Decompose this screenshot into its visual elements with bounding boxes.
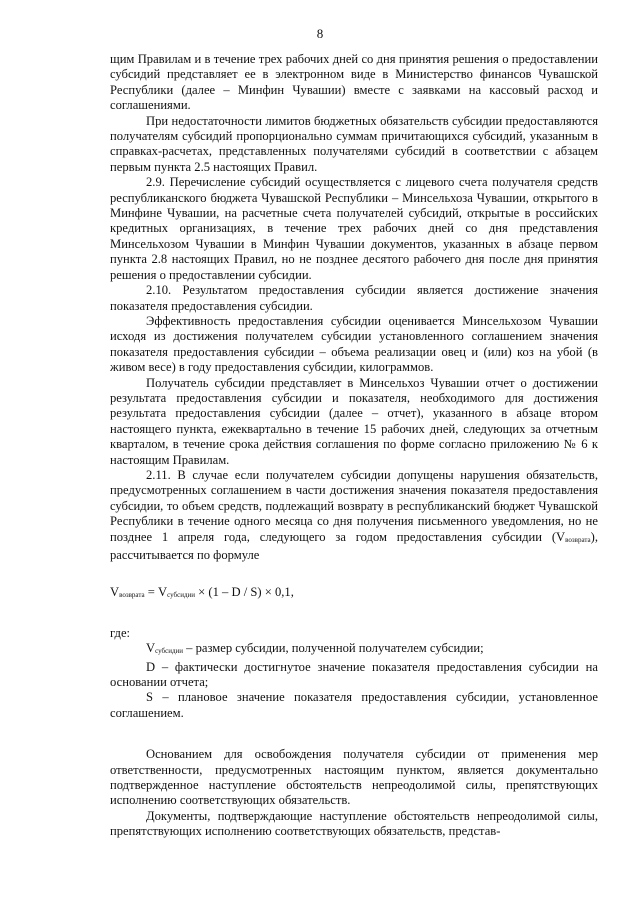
definition-v-text: – размер субсидии, полученной получателем субсидии; (183, 641, 484, 656)
paragraph-documents: Документы, подтверждающие наступление обстоятельств непреодолимой силы, препятствующих исполнению соответствующих обязательств, представ- (110, 808, 598, 839)
formula-where: где: (110, 625, 131, 640)
definition-s: S – плановое значение показателя предоставления субсидии, установленное соглашением. (110, 690, 598, 720)
paragraph-report: Получатель субсидии представляет в Минсельхоз Чувашии отчет о достижении результата предоставления субсидии и показателя, необходимого для достижения результата предоставления субсидии (далее – отчет), указанного в абзаце втором настоящего пункта, ежеквартально в течение 15 рабочих дней, следующих за отчетным кварталом, в течение срока действия соглашения по форме согласно приложению № 6 к настоящим Правилам. (110, 375, 598, 467)
document-body (110, 52, 598, 840)
definition-v-subscript: субсидии (155, 647, 183, 656)
formula-sub-subsidy: субсидии (167, 591, 196, 600)
paragraph-2-11-subscript: возврата (565, 535, 591, 544)
definition-v-symbol: V (146, 641, 156, 656)
formula-v: V (110, 585, 120, 600)
definition-d: D – фактически достигнутое значение показателя предоставления субсидии на основании отчета; (110, 659, 598, 690)
formula-mid: = V (144, 585, 168, 600)
paragraph-force-majeure: Основанием для освобождения получателя субсидии от применения мер ответственности, предусмотренных настоящим пунктом, является документально подтвержденное наступление обстоятельств непреодолимой силы, препятствующих исполнению соответствующих обязательств. (110, 747, 598, 808)
formula (110, 585, 598, 603)
formula-tail: × (1 – D / S) × 0,1, (195, 585, 294, 600)
paragraph-2-9: 2.9. Перечисление субсидий осуществляется с лицевого счета получателя средств республиканского бюджета Чувашской Республики – Минсельхоза Чувашии, открытого в Минфине Чувашии, на расчетные счета получателей субсидий, открытые в российских кредитных организациях, в течение трех рабочих дней со дня представления Минсельхозом Чувашии в Минфин Чувашии документов, указанных в абзаце первом пункта 2.8 настоящих Правил, но не позднее десятого рабочего дня после дня принятия решения о предоставлении субсидии. (110, 175, 598, 282)
formula-sub-return: возврата (119, 591, 145, 600)
paragraph-efficiency: Эффективность предоставления субсидии оценивается Минсельхозом Чувашии исходя из достижения получателем субсидии установленного соглашением значения показателя предоставления субсидии – объема реализации овец и (или) коз на убой (в живом весе) в году предоставления субсидии, килограммов. (110, 313, 598, 375)
paragraph-2-11 (110, 468, 598, 563)
definition-v (110, 641, 598, 659)
paragraph-continuation: щим Правилам и в течение трех рабочих дней со дня принятия решения о предоставлении субсидий представляет ее в электронном виде в Министерство финансов Чувашской Республики (далее – Минфин Чувашии) вместе с заявками на кассовый расход и соглашениями. (110, 52, 598, 113)
paragraph-limits-shortage: При недостаточности лимитов бюджетных обязательств субсидии предоставляются получателям субсидий пропорционально суммам причитающихся субсидий, указанным в справках-расчетах, представленных получателями субсидий в соответствии с абзацем первым пункта 2.5 настоящих Правил. (110, 113, 598, 174)
paragraph-2-11-text: 2.11. В случае если получателем субсидии допущены нарушения обязательств, предусмотренных соглашением в части достижения значения показателя предоставления субсидии, то объем средств, подлежащий возврату в республиканский бюджет Чувашской Республики в течение одного месяца со дня получения письменного уведомления, но не позднее 1 апреля года, следующего за годом предоставления субсидии (V (110, 467, 598, 544)
paragraph-2-10: 2.10. Результатом предоставления субсидии является достижение значения показателя предоставления субсидии. (110, 283, 598, 313)
page-number: 8 (316, 26, 324, 41)
paragraph-2-11-tail: ), рассчитывается по формуле (110, 529, 598, 562)
